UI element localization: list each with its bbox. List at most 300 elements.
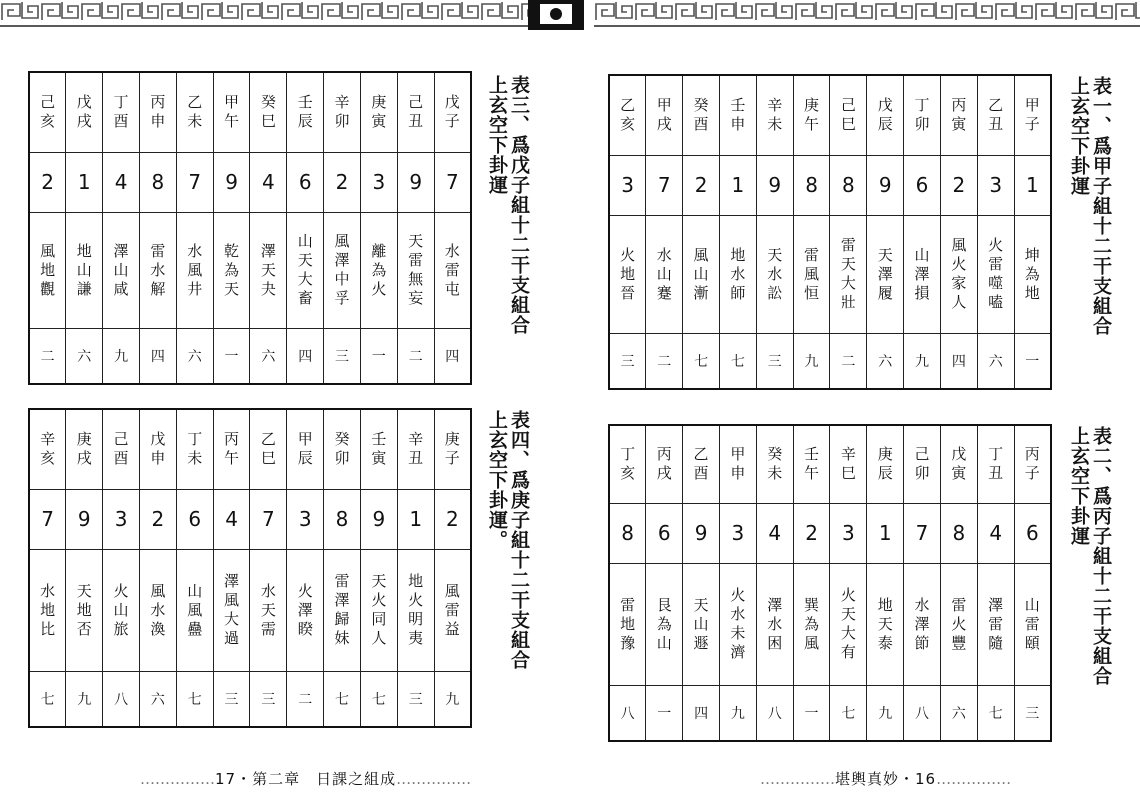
stem-branch-cell [287,409,324,489]
hexagram-cell [940,563,977,685]
table-1-caption [1068,76,1112,396]
period-cell [360,328,397,384]
number-cell-text: 7 [41,507,55,531]
period-cell [683,685,720,741]
period-cell-text: 二 [40,348,55,365]
hexagram-cell-text: 坤為地 [1024,245,1040,302]
table-subtitle: 上玄空下卦運 [1068,426,1090,546]
number-cell [609,503,646,563]
number-cell [683,155,720,215]
number-cell [904,155,941,215]
hexagram-cell-text: 地火明夷 [408,572,424,647]
period-cell [977,685,1014,741]
stem-branch-cell-text: 丙申 [150,93,166,131]
number-cell [646,155,683,215]
hexagram-cell [360,549,397,671]
stem-branch-cell-text: 庚戌 [76,430,92,468]
period-cell-text: 九 [878,705,893,722]
header-ornament-right [594,0,1140,30]
period-cell [250,328,287,384]
stem-branch-cell-text: 辛丑 [408,430,424,468]
number-cell [287,489,324,549]
number-cell [103,152,140,212]
hexagram-cell-text: 雷火豐 [951,595,967,652]
hexagram-cell [977,563,1014,685]
period-cell-text: 一 [371,348,386,365]
hexagram-cell-text: 澤山咸 [113,241,129,298]
period-cell-text: 九 [915,353,930,370]
stem-branch-cell [287,72,324,152]
stem-branch-cell-text: 癸巳 [260,93,276,131]
number-cell-text: 7 [445,170,459,194]
table-subtitle: 上玄空下卦運 [1068,76,1090,196]
period-cell [793,685,830,741]
hexagram-cell-text: 風水渙 [150,581,166,638]
period-cell [66,671,103,727]
period-cell [250,671,287,727]
period-cell-text: 三 [224,691,239,708]
stem-branch-cell-text: 壬辰 [297,93,313,131]
hexagram-cell [793,215,830,333]
hexagram-cell-text: 離為火 [371,241,387,298]
table-bingzi-group [608,424,1052,742]
table-4-caption [486,410,530,740]
period-cell-text: 六 [187,348,202,365]
hexagram-cell-text: 天澤履 [877,245,893,302]
period-cell [434,671,471,727]
period-cell-text: 四 [445,348,460,365]
number-cell [940,155,977,215]
stem-branch-cell-text: 辛卯 [334,93,350,131]
number-cell [683,503,720,563]
stem-branch-cell-text: 乙酉 [693,445,709,483]
hexagram-cell [139,212,176,328]
hexagram-cell [324,212,361,328]
hexagram-cell [756,215,793,333]
number-cell-text: 4 [262,170,275,194]
stem-branch-cell-text: 乙丑 [988,96,1004,134]
period-cell [434,328,471,384]
number-cell [213,152,250,212]
stem-branch-cell-text: 甲申 [730,445,746,483]
hexagram-cell-text: 山澤損 [914,245,930,302]
stem-branch-cell-text: 丁酉 [113,93,129,131]
number-cell-text: 6 [188,507,202,531]
hexagram-cell-text: 雷水解 [150,241,166,298]
hexagram-cell-text: 火水未濟 [730,586,746,661]
period-cell-text: 九 [730,705,745,722]
stem-branch-cell [250,72,287,152]
number-cell-text: 4 [225,507,238,531]
hexagram-cell [756,563,793,685]
stem-branch-cell-text: 丁丑 [988,445,1004,483]
number-cell [66,152,103,212]
stem-branch-cell [609,75,646,155]
hexagram-cell-text: 天雷無妄 [408,232,424,307]
stem-branch-cell [139,72,176,152]
hexagram-cell [977,215,1014,333]
period-cell [683,333,720,389]
stem-branch-cell [683,75,720,155]
period-cell [719,333,756,389]
hexagram-cell [29,549,66,671]
period-cell-text: 一 [1025,353,1040,370]
period-cell [904,685,941,741]
stem-branch-cell [793,75,830,155]
period-cell [287,328,324,384]
stem-branch-cell-text: 甲午 [224,93,240,131]
number-cell-text: 3 [621,173,635,197]
number-cell [646,503,683,563]
stem-branch-cell [360,409,397,489]
hexagram-cell-text: 澤風大過 [224,572,240,647]
hexagram-cell-text: 乾為天 [224,241,240,298]
stem-branch-cell [397,409,434,489]
period-cell [397,328,434,384]
hexagram-cell [719,563,756,685]
hexagram-cell [609,563,646,685]
period-cell-text: 七 [988,705,1003,722]
period-cell-text: 二 [657,353,672,370]
period-cell [103,328,140,384]
stem-branch-cell-text: 戊戌 [76,93,92,131]
hexagram-cell-text: 巽為風 [804,595,820,652]
number-cell [360,489,397,549]
number-cell [756,503,793,563]
header-ornament-left [0,0,584,30]
stem-branch-cell [213,72,250,152]
stem-branch-cell [103,72,140,152]
period-cell [324,671,361,727]
period-cell [397,671,434,727]
hexagram-cell-text: 風雷益 [444,581,460,638]
number-cell-text: 9 [768,173,782,197]
stem-branch-cell [250,409,287,489]
number-cell-text: 8 [952,521,966,545]
number-cell [250,152,287,212]
stem-branch-cell [830,425,867,503]
stem-branch-cell-text: 癸卯 [334,430,350,468]
hexagram-cell-text: 山天大畜 [297,232,313,307]
hexagram-cell-text: 澤天夬 [260,241,276,298]
number-cell-text: 9 [372,507,386,531]
stem-branch-cell [756,75,793,155]
hexagram-cell [830,563,867,685]
hexagram-cell [867,215,904,333]
hexagram-cell-text: 澤水困 [767,595,783,652]
number-cell-text: 7 [262,507,275,531]
table-2-caption [1068,426,1112,756]
stem-branch-cell [397,72,434,152]
period-cell-text: 六 [77,348,92,365]
hexagram-cell [176,212,213,328]
number-cell [904,503,941,563]
stem-branch-cell [940,75,977,155]
period-cell [867,333,904,389]
stem-branch-cell-text: 庚寅 [371,93,387,131]
period-cell-text: 八 [767,705,782,722]
stem-branch-cell-text: 戊寅 [951,445,967,483]
period-cell-text: 七 [187,691,202,708]
number-cell-text: 9 [409,170,423,194]
period-cell-text: 三 [408,691,423,708]
stem-branch-cell [867,75,904,155]
period-cell [830,333,867,389]
number-cell-text: 1 [878,521,892,545]
period-cell [360,671,397,727]
number-cell [434,152,471,212]
hexagram-cell [397,549,434,671]
period-cell-text: 三 [767,353,782,370]
hexagram-cell [287,212,324,328]
number-cell-text: 1 [1025,173,1039,197]
period-cell-text: 七 [371,691,386,708]
stem-branch-cell-text: 己亥 [40,93,56,131]
hexagram-cell-text: 風地觀 [40,241,56,298]
period-cell-text: 九 [445,691,460,708]
hexagram-cell-text: 水風井 [187,241,203,298]
number-cell [940,503,977,563]
period-cell [29,328,66,384]
stem-branch-cell-text: 丁亥 [620,445,636,483]
number-cell-text: 1 [731,173,745,197]
period-cell [756,685,793,741]
stem-branch-cell-text: 戊辰 [877,96,893,134]
table-subtitle: 上玄空下卦運。 [486,410,508,550]
number-cell [867,503,904,563]
period-cell-text: 二 [298,691,313,708]
hexagram-cell-text: 風山漸 [693,245,709,302]
hexagram-cell [360,212,397,328]
hexagram-cell [683,563,720,685]
number-cell [324,152,361,212]
hexagram-cell [830,215,867,333]
number-cell-text: 7 [915,521,929,545]
number-cell-text: 2 [151,507,165,531]
stem-branch-cell-text: 戊子 [444,93,460,131]
hexagram-cell-text: 天山遯 [693,595,709,652]
number-cell-text: 7 [188,170,202,194]
stem-branch-cell-text: 己巳 [840,96,856,134]
hexagram-cell [66,212,103,328]
number-cell-text: 6 [298,170,312,194]
stem-branch-cell-text: 壬申 [730,96,746,134]
hexagram-cell [683,215,720,333]
hexagram-cell-text: 水天需 [260,581,276,638]
hexagram-cell-text: 雷天大壯 [840,236,856,311]
period-cell-text: 六 [878,353,893,370]
period-cell-text: 六 [261,348,276,365]
hexagram-cell [29,212,66,328]
hexagram-cell-text: 水地比 [40,581,56,638]
stem-branch-cell [756,425,793,503]
stem-branch-cell-text: 乙亥 [620,96,636,134]
stem-branch-cell-text: 甲戌 [656,96,672,134]
number-cell-text: 6 [915,173,929,197]
stem-branch-cell [1014,425,1051,503]
number-cell [434,489,471,549]
stem-branch-cell [904,75,941,155]
period-cell [940,333,977,389]
number-cell [29,152,66,212]
number-cell-text: 2 [335,170,349,194]
hexagram-cell-text: 天火同人 [371,572,387,647]
hexagram-cell [397,212,434,328]
period-cell-text: 一 [804,705,819,722]
period-cell [646,333,683,389]
period-cell [977,333,1014,389]
table-3-caption [486,75,530,395]
stem-branch-cell [434,409,471,489]
hexagram-cell-text: 水雷屯 [444,241,460,298]
stem-branch-cell-text: 甲子 [1024,96,1040,134]
period-cell [139,671,176,727]
hexagram-cell [904,563,941,685]
period-cell [324,328,361,384]
number-cell-text: 2 [445,507,459,531]
number-cell [756,155,793,215]
number-cell-text: 8 [805,173,818,197]
hexagram-cell [434,212,471,328]
hexagram-cell [324,549,361,671]
hexagram-cell [103,549,140,671]
period-cell-text: 四 [951,353,966,370]
number-cell [830,155,867,215]
stem-branch-cell-text: 乙巳 [260,430,276,468]
stem-branch-cell [977,75,1014,155]
period-cell-text: 九 [77,691,92,708]
period-cell-text: 八 [915,705,930,722]
period-cell-text: 八 [114,691,129,708]
hexagram-cell-text: 水澤節 [914,595,930,652]
period-cell-text: 一 [224,348,239,365]
stem-branch-cell-text: 癸酉 [693,96,709,134]
period-cell-text: 六 [988,353,1003,370]
hexagram-cell [103,212,140,328]
hexagram-cell-text: 地水師 [730,245,746,302]
number-cell-text: 8 [151,170,165,194]
footer-right-page: ……………堪輿真妙・16…………… [760,770,1012,788]
stem-branch-cell [139,409,176,489]
period-cell-text: 九 [114,348,129,365]
period-cell-text: 三 [1025,705,1040,722]
period-cell [176,328,213,384]
period-cell-text: 八 [620,705,635,722]
hexagram-cell-text: 艮為山 [656,595,672,652]
period-cell [66,328,103,384]
stem-branch-cell [176,409,213,489]
number-cell [176,489,213,549]
stem-branch-cell [719,425,756,503]
number-cell [397,152,434,212]
stem-branch-cell-text: 辛亥 [40,430,56,468]
hexagram-cell [940,215,977,333]
stem-branch-cell-text: 甲辰 [297,430,313,468]
hexagram-cell [250,212,287,328]
hexagram-cell-text: 火山旅 [113,581,129,638]
number-cell-text: 9 [878,173,892,197]
number-cell-text: 2 [805,521,818,545]
hexagram-cell [139,549,176,671]
period-cell-text: 四 [150,348,165,365]
period-cell [756,333,793,389]
hexagram-cell-text: 水山蹇 [656,245,672,302]
number-cell-text: 4 [989,521,1003,545]
number-cell-text: 2 [952,173,966,197]
number-cell [977,155,1014,215]
period-cell [867,685,904,741]
number-cell [1014,155,1051,215]
number-cell-text: 4 [768,521,782,545]
number-cell [250,489,287,549]
stem-branch-cell [213,409,250,489]
number-cell-text: 6 [657,521,671,545]
table-jiazi-group [608,74,1052,390]
stem-branch-cell-text: 己丑 [408,93,424,131]
hexagram-cell-text: 風澤中孚 [334,232,350,307]
hexagram-cell [1014,563,1051,685]
stem-branch-cell [29,409,66,489]
number-cell [719,155,756,215]
stem-branch-cell [324,409,361,489]
stem-branch-cell-text: 己酉 [113,430,129,468]
stem-branch-cell [719,75,756,155]
number-cell [609,155,646,215]
stem-branch-cell [683,425,720,503]
period-cell-text: 三 [261,691,276,708]
period-cell-text: 六 [150,691,165,708]
number-cell-text: 1 [77,170,91,194]
hexagram-cell [609,215,646,333]
number-cell-text: 3 [731,521,745,545]
hexagram-cell-text: 地山謙 [76,241,92,298]
hexagram-cell [213,212,250,328]
number-cell-text: 7 [657,173,671,197]
hexagram-cell-text: 山雷頤 [1024,595,1040,652]
footer-left-page: ……………17・第二章 日課之組成…………… [140,770,472,788]
number-cell [29,489,66,549]
hexagram-cell [66,549,103,671]
period-cell-text: 七 [40,691,55,708]
number-cell [793,503,830,563]
number-cell [360,152,397,212]
number-cell [287,152,324,212]
table-subtitle: 上玄空下卦運 [486,75,508,195]
period-cell [1014,685,1051,741]
stem-branch-cell [977,425,1014,503]
hexagram-cell-text: 火澤睽 [297,581,313,638]
hexagram-cell [793,563,830,685]
stem-branch-cell-text: 丙午 [224,430,240,468]
number-cell-text: 6 [1025,521,1039,545]
period-cell-text: 二 [841,353,856,370]
number-cell-text: 9 [77,507,91,531]
hexagram-cell-text: 地天泰 [877,595,893,652]
stem-branch-cell-text: 丙寅 [951,96,967,134]
period-cell-text: 二 [408,348,423,365]
period-cell-text: 七 [694,353,709,370]
hexagram-cell [646,563,683,685]
period-cell-text: 一 [657,705,672,722]
number-cell-text: 3 [298,507,312,531]
period-cell [719,685,756,741]
stem-branch-cell [904,425,941,503]
period-cell-text: 四 [694,705,709,722]
period-cell-text: 六 [951,705,966,722]
hexagram-cell [646,215,683,333]
page-footer-text: 17・第二章 日課之組成 [215,770,397,788]
stem-branch-cell-text: 辛巳 [840,445,856,483]
